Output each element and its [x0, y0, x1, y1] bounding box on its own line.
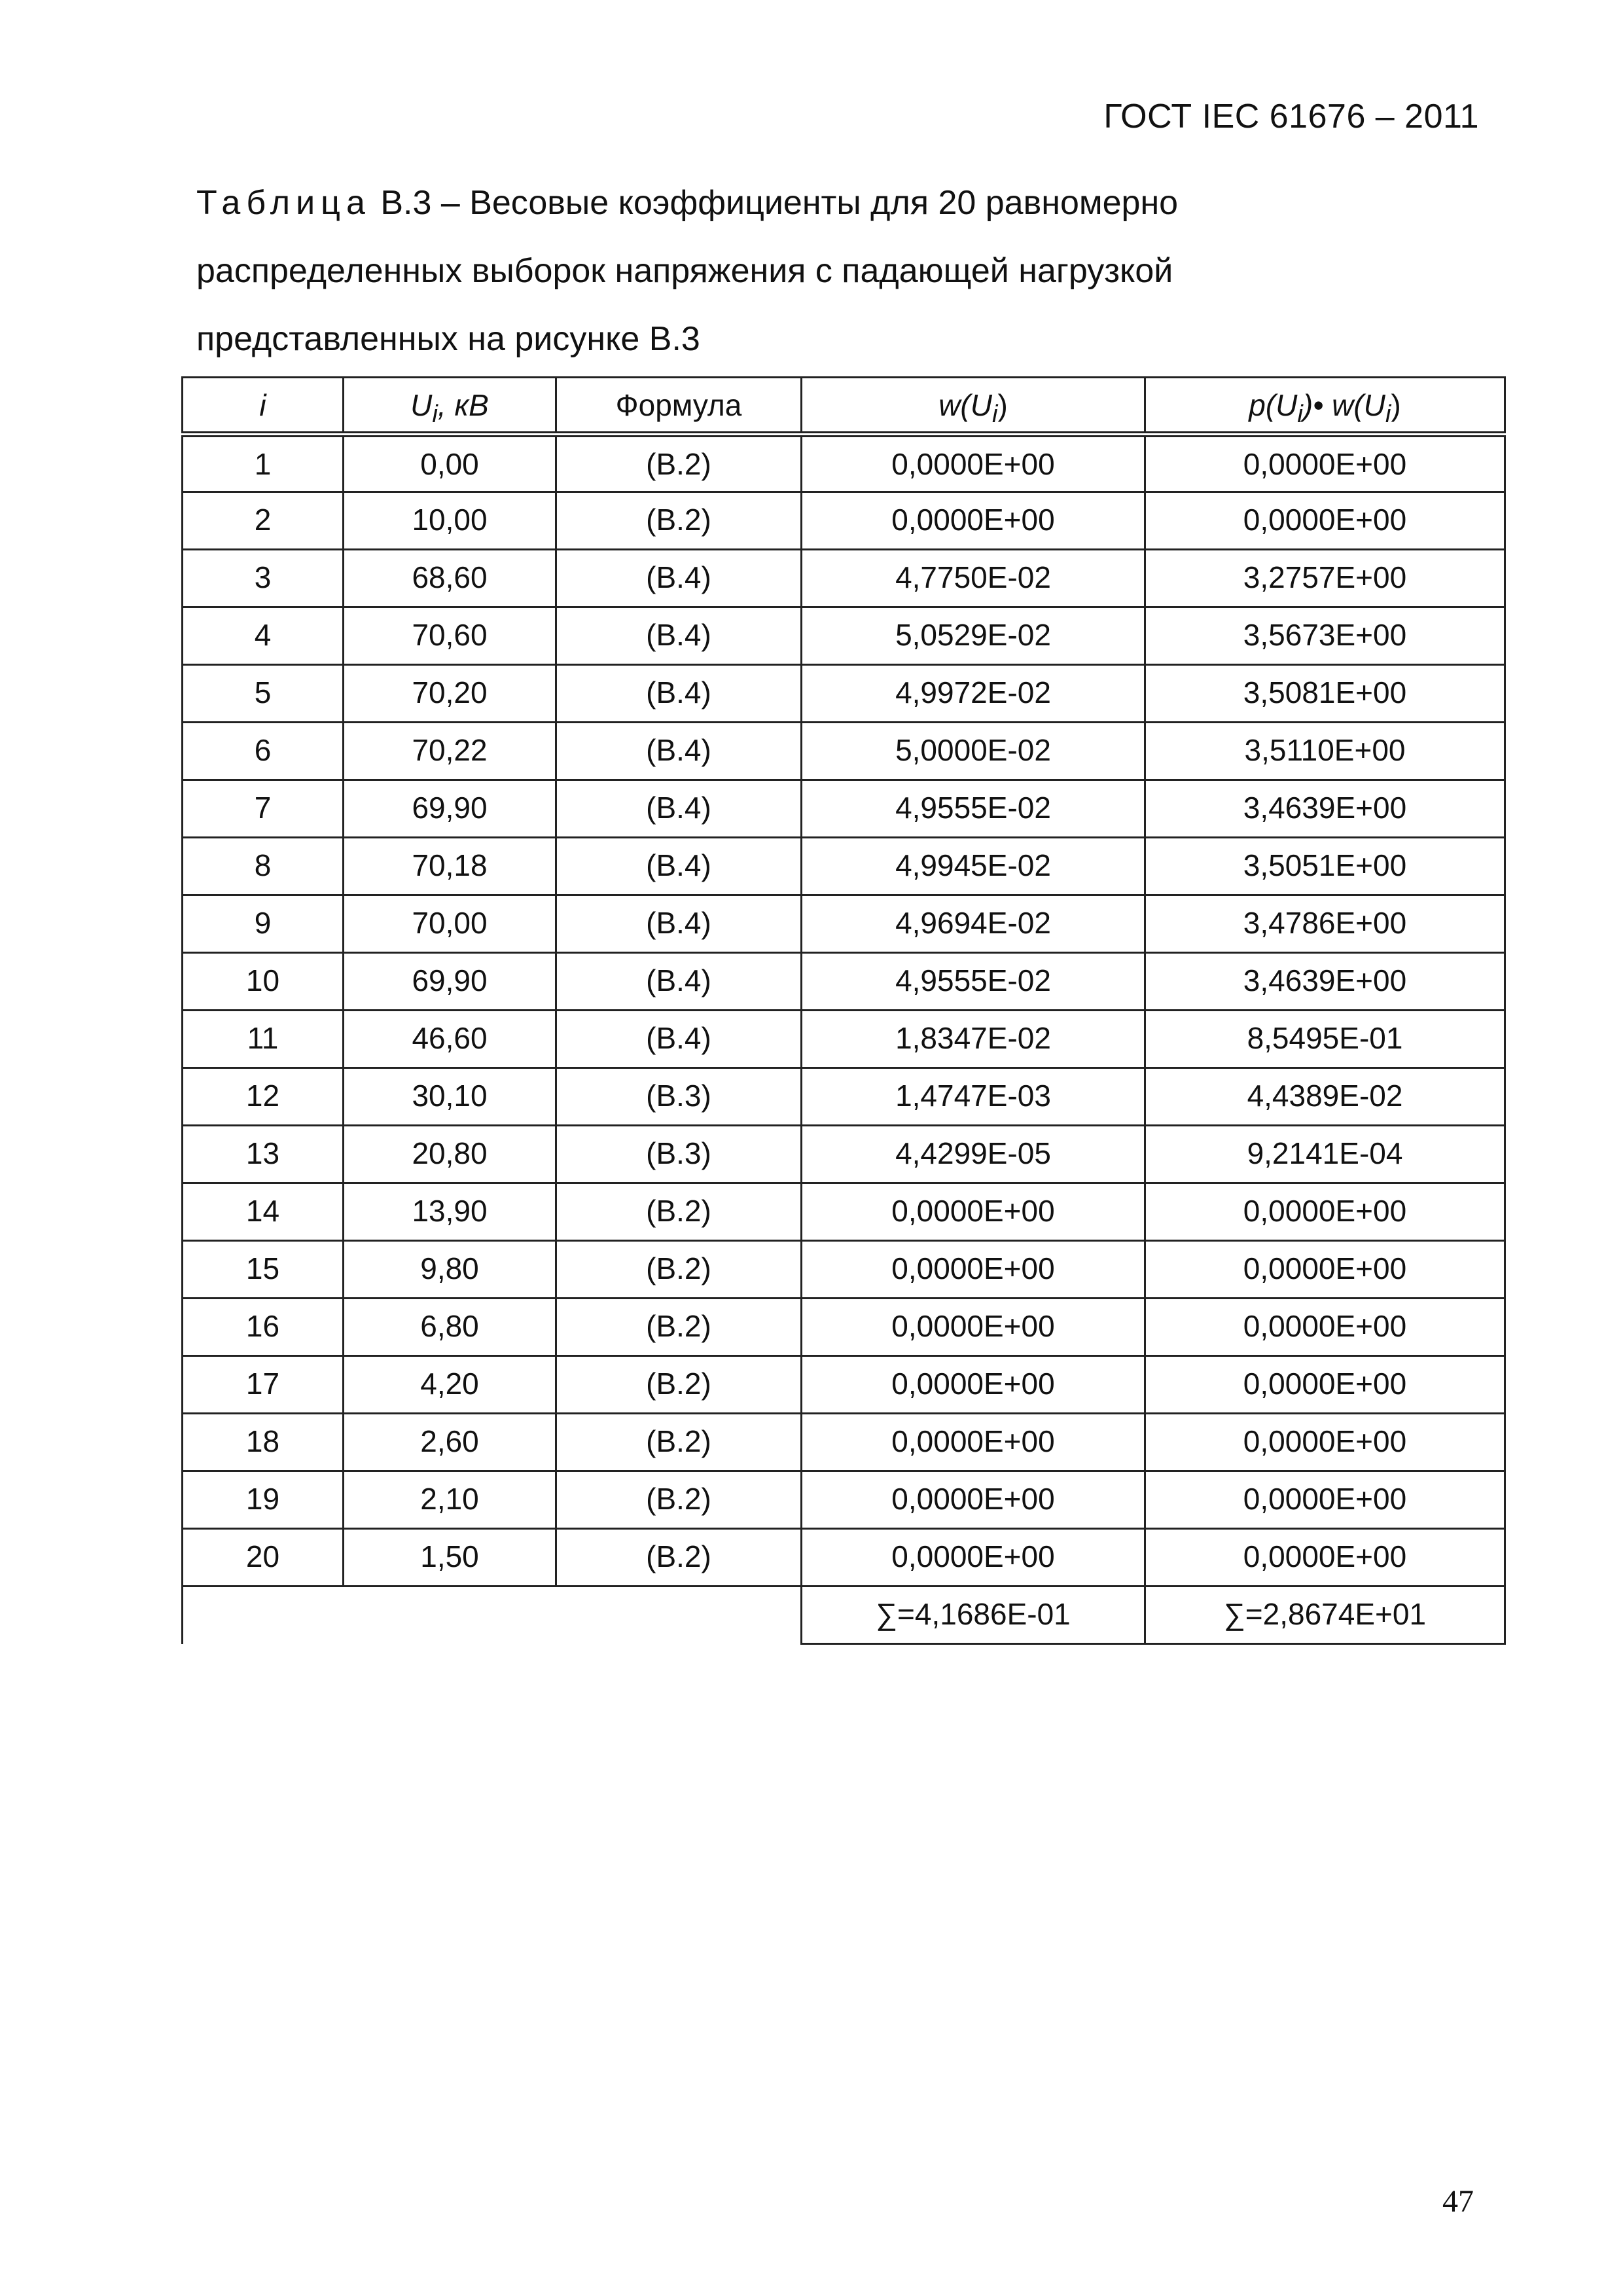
cell-weighted-probability: 9,2141E-04: [1145, 1126, 1505, 1183]
cell-index: 15: [183, 1241, 344, 1299]
table-caption: [196, 169, 1440, 373]
cell-voltage: 70,20: [344, 665, 556, 723]
cell-voltage: 70,18: [344, 838, 556, 895]
total-weight-sum: ∑=4,1686E-01: [802, 1587, 1145, 1644]
cell-index: 16: [183, 1299, 344, 1356]
cell-index: 3: [183, 550, 344, 607]
cell-voltage: 4,20: [344, 1356, 556, 1414]
cell-index: 13: [183, 1126, 344, 1183]
cell-weighted-probability: 3,5081E+00: [1145, 665, 1505, 723]
totals-blank: [344, 1587, 556, 1644]
cell-weighted-probability: 0,0000E+00: [1145, 1183, 1505, 1241]
weights-table-container: [181, 376, 1506, 1645]
cell-weight: 0,0000E+00: [802, 1414, 1145, 1471]
cell-voltage: 70,00: [344, 895, 556, 953]
cell-weight: 4,9555E-02: [802, 953, 1145, 1011]
cell-voltage: 0,00: [344, 435, 556, 492]
cell-index: 10: [183, 953, 344, 1011]
table-row: [183, 1011, 1505, 1068]
cell-voltage: 69,90: [344, 780, 556, 838]
cell-index: 4: [183, 607, 344, 665]
caption-text-1: В.3 – Весовые коэффициенты для 20 равномерно: [370, 184, 1179, 222]
cell-voltage: 13,90: [344, 1183, 556, 1241]
cell-formula: (В.2): [556, 1299, 802, 1356]
cell-weighted-probability: 8,5495E-01: [1145, 1011, 1505, 1068]
cell-weighted-probability: 0,0000E+00: [1145, 1414, 1505, 1471]
cell-weight: 0,0000E+00: [802, 1183, 1145, 1241]
table-row: [183, 1241, 1505, 1299]
cell-weight: 0,0000E+00: [802, 1299, 1145, 1356]
cell-weighted-probability: 0,0000E+00: [1145, 1529, 1505, 1587]
cell-index: 9: [183, 895, 344, 953]
cell-formula: (В.2): [556, 492, 802, 550]
cell-formula: (В.4): [556, 550, 802, 607]
table-row: [183, 607, 1505, 665]
page-number: 47: [1442, 2184, 1474, 2219]
totals-blank: [556, 1587, 802, 1644]
header-voltage: $U_i$, кВ: [344, 378, 556, 435]
cell-weighted-probability: 0,0000E+00: [1145, 1241, 1505, 1299]
cell-weight: 5,0529E-02: [802, 607, 1145, 665]
cell-voltage: 70,22: [344, 723, 556, 780]
weights-table: [181, 376, 1506, 1645]
table-row: [183, 1414, 1505, 1471]
cell-formula: (В.3): [556, 1068, 802, 1126]
header-formula: Формула: [556, 378, 802, 435]
table-row: [183, 1471, 1505, 1529]
table-row: [183, 435, 1505, 492]
table-row: [183, 665, 1505, 723]
header-weighted-probability: $p(U_i)•$ $w(U_i)$: [1145, 378, 1505, 435]
document-code: ГОСТ IEC 61676 – 2011: [1103, 98, 1479, 135]
cell-weighted-probability: 3,4639E+00: [1145, 953, 1505, 1011]
table-row: [183, 1299, 1505, 1356]
cell-voltage: 70,60: [344, 607, 556, 665]
cell-weighted-probability: 4,4389E-02: [1145, 1068, 1505, 1126]
cell-voltage: 1,50: [344, 1529, 556, 1587]
cell-weight: 5,0000E-02: [802, 723, 1145, 780]
caption-line-3: представленных на рисунке В.3: [196, 320, 700, 358]
cell-voltage: 69,90: [344, 953, 556, 1011]
cell-formula: (В.4): [556, 953, 802, 1011]
table-row: [183, 492, 1505, 550]
cell-index: 14: [183, 1183, 344, 1241]
cell-weight: 4,9972E-02: [802, 665, 1145, 723]
cell-formula: (В.2): [556, 1414, 802, 1471]
cell-voltage: 20,80: [344, 1126, 556, 1183]
table-row: [183, 780, 1505, 838]
cell-formula: (В.4): [556, 665, 802, 723]
cell-voltage: 6,80: [344, 1299, 556, 1356]
cell-weight: 0,0000E+00: [802, 1471, 1145, 1529]
cell-weight: 4,4299E-05: [802, 1126, 1145, 1183]
cell-index: 18: [183, 1414, 344, 1471]
cell-voltage: 9,80: [344, 1241, 556, 1299]
cell-index: 20: [183, 1529, 344, 1587]
cell-index: 11: [183, 1011, 344, 1068]
cell-index: 7: [183, 780, 344, 838]
cell-formula: (В.4): [556, 607, 802, 665]
cell-weight: 0,0000E+00: [802, 492, 1145, 550]
total-weighted-sum: ∑=2,8674E+01: [1145, 1587, 1505, 1644]
cell-voltage: 2,60: [344, 1414, 556, 1471]
table-body: [183, 435, 1505, 1587]
cell-voltage: 2,10: [344, 1471, 556, 1529]
cell-weight: 4,7750E-02: [802, 550, 1145, 607]
cell-formula: (В.2): [556, 1471, 802, 1529]
cell-weight: 0,0000E+00: [802, 1356, 1145, 1414]
cell-weight: 4,9694E-02: [802, 895, 1145, 953]
cell-weighted-probability: 0,0000E+00: [1145, 1356, 1505, 1414]
cell-weight: 0,0000E+00: [802, 435, 1145, 492]
cell-weighted-probability: 0,0000E+00: [1145, 1299, 1505, 1356]
table-row: [183, 1126, 1505, 1183]
cell-weighted-probability: 3,4786E+00: [1145, 895, 1505, 953]
cell-formula: (В.4): [556, 895, 802, 953]
cell-index: 2: [183, 492, 344, 550]
cell-index: 8: [183, 838, 344, 895]
caption-line-1: [196, 169, 1440, 237]
cell-index: 12: [183, 1068, 344, 1126]
cell-index: 19: [183, 1471, 344, 1529]
cell-weighted-probability: 3,5051E+00: [1145, 838, 1505, 895]
cell-weight: 0,0000E+00: [802, 1529, 1145, 1587]
cell-weighted-probability: 3,5110E+00: [1145, 723, 1505, 780]
cell-weighted-probability: 3,2757E+00: [1145, 550, 1505, 607]
table-row: [183, 895, 1505, 953]
table-row: [183, 838, 1505, 895]
cell-formula: (В.4): [556, 1011, 802, 1068]
cell-voltage: 10,00: [344, 492, 556, 550]
cell-weight: 0,0000E+00: [802, 1241, 1145, 1299]
table-row: [183, 550, 1505, 607]
cell-weighted-probability: 0,0000E+00: [1145, 492, 1505, 550]
caption-line-2: распределенных выборок напряжения с падающей нагрузкой: [196, 252, 1173, 290]
cell-formula: (В.2): [556, 1241, 802, 1299]
table-row: [183, 723, 1505, 780]
cell-formula: (В.2): [556, 1356, 802, 1414]
totals-row: [183, 1587, 1505, 1644]
table-row: [183, 1068, 1505, 1126]
caption-label: Таблица: [196, 184, 371, 222]
table-row: [183, 1183, 1505, 1241]
cell-weight: 4,9555E-02: [802, 780, 1145, 838]
cell-index: 5: [183, 665, 344, 723]
table-row: [183, 1529, 1505, 1587]
cell-formula: (В.2): [556, 1183, 802, 1241]
cell-index: 17: [183, 1356, 344, 1414]
cell-formula: (В.4): [556, 723, 802, 780]
cell-voltage: 46,60: [344, 1011, 556, 1068]
cell-formula: (В.2): [556, 1529, 802, 1587]
header-weight: $w(U_i)$: [802, 378, 1145, 435]
cell-voltage: 30,10: [344, 1068, 556, 1126]
cell-weight: 1,4747E-03: [802, 1068, 1145, 1126]
header-i: i: [183, 378, 344, 435]
cell-formula: (В.2): [556, 435, 802, 492]
cell-formula: (В.4): [556, 838, 802, 895]
cell-formula: (В.3): [556, 1126, 802, 1183]
table-row: [183, 1356, 1505, 1414]
cell-index: 6: [183, 723, 344, 780]
cell-voltage: 68,60: [344, 550, 556, 607]
cell-formula: (В.4): [556, 780, 802, 838]
cell-weighted-probability: 0,0000E+00: [1145, 435, 1505, 492]
cell-weighted-probability: 3,4639E+00: [1145, 780, 1505, 838]
table-row: [183, 953, 1505, 1011]
cell-index: 1: [183, 435, 344, 492]
cell-weighted-probability: 3,5673E+00: [1145, 607, 1505, 665]
cell-weight: 4,9945E-02: [802, 838, 1145, 895]
totals-blank: [183, 1587, 344, 1644]
cell-weighted-probability: 0,0000E+00: [1145, 1471, 1505, 1529]
cell-weight: 1,8347E-02: [802, 1011, 1145, 1068]
table-header-row: [183, 378, 1505, 435]
